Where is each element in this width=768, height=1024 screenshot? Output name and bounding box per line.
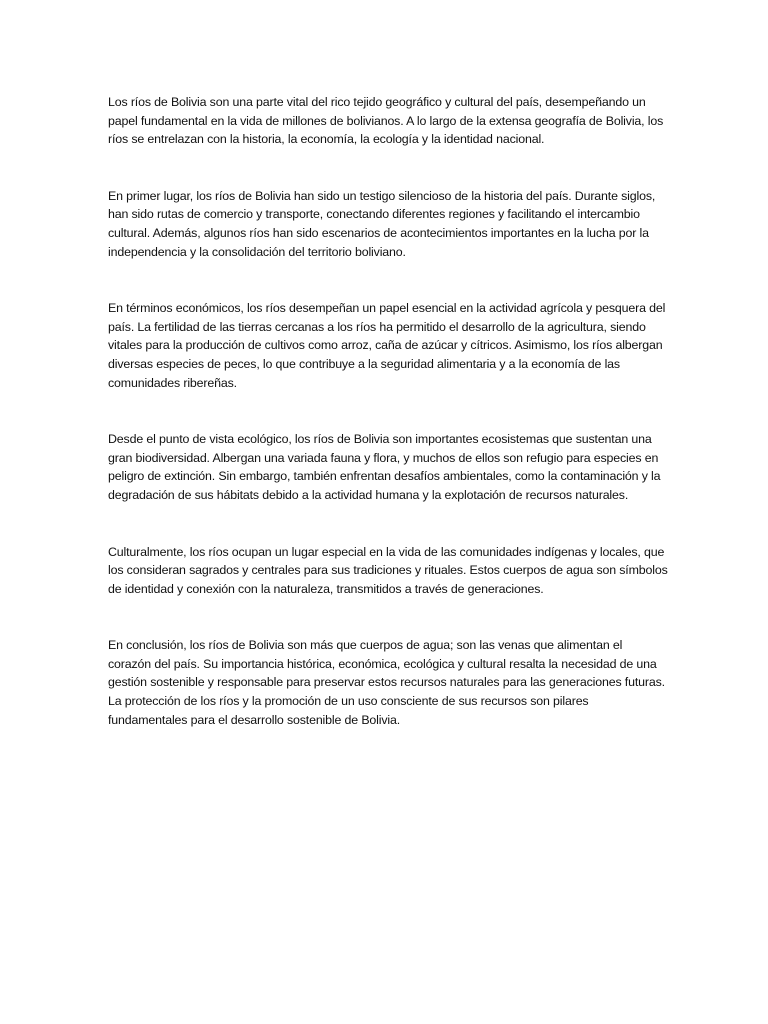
- paragraph-culture: Culturalmente, los ríos ocupan un lugar especial en la vida de las comunidades indígenas y locales, que los consideran sagrados y centrales para sus tradiciones y rituales. Estos cuerpos de agua son símbolos de identidad y conexión con la naturaleza, transmitidos a través de generaciones.: [108, 544, 668, 596]
- paragraph-introduction: Los ríos de Bolivia son una parte vital del rico tejido geográfico y cultural del país, desempeñando un papel fundamental en la vida de millones de bolivianos. A lo largo de la extensa geografía de Bolivia, los ríos se entrelazan con la historia, la economía, la ecología y la identidad nacional.: [108, 95, 664, 147]
- paragraph-history: En primer lugar, los ríos de Bolivia han sido un testigo silencioso de la historia del país. Durante siglos, han sido rutas de comercio y transporte, conectando diferentes regiones y facilitando el intercambio cultural. Además, algunos ríos han sido escenarios de acontecimientos importantes en la lucha por la independencia y la consolidación del territorio boliviano.: [108, 188, 656, 259]
- document-page: [108, 93, 668, 729]
- paragraph-ecology: Desde el punto de vista ecológico, los ríos de Bolivia son importantes ecosistemas que sustentan una gran biodiversidad. Albergan una variada fauna y flora, y muchos de ellos son refugio para especies en peligro de extinción. Sin embargo, también enfrentan desafíos ambientales, como la contaminación y la degradación de sus hábitats debido a la actividad humana y la explotación de recursos naturales.: [108, 432, 661, 502]
- paragraph-conclusion: En conclusión, los ríos de Bolivia son más que cuerpos de agua; son las venas que alimentan el corazón del país. Su importancia histórica, económica, ecológica y cultural resalta la necesidad de una gestión sostenible y responsable para preservar estos recursos naturales para las generaciones futuras. La protección de los ríos y la promoción de un uso consciente de sus recursos son pilares fundamentales para el desarrollo sostenible de Bolivia.: [108, 638, 665, 727]
- paragraph-economy: En términos económicos, los ríos desempeñan un papel esencial en la actividad agrícola y pesquera del país. La fertilidad de las tierras cercanas a los ríos ha permitido el desarrollo de la agricultura, siendo vitales para la producción de cultivos como arroz, caña de azúcar y cítricos. Asimismo, los ríos albergan diversas especies de peces, lo que contribuye a la seguridad alimentaria y a la economía de las comunidades ribereñas.: [108, 301, 666, 390]
